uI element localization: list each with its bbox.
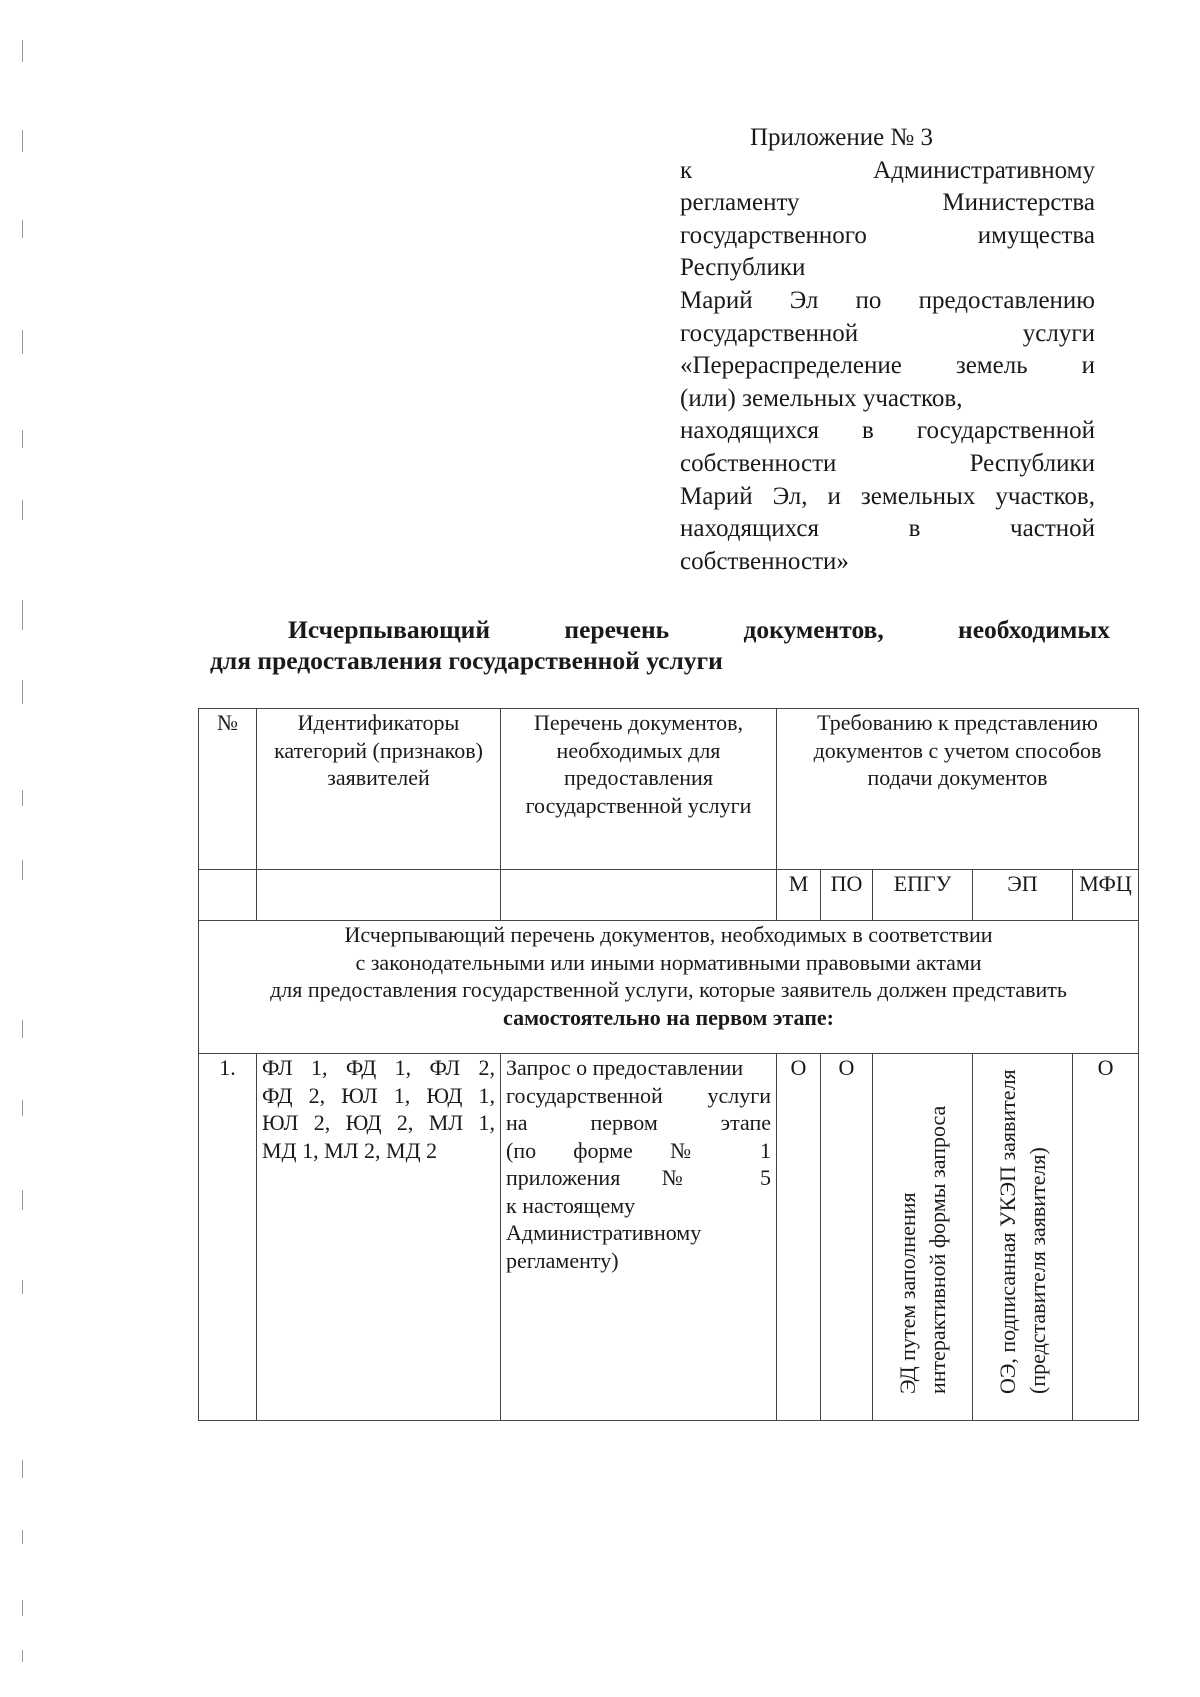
appendix-number: Приложение № 3 [750, 124, 934, 151]
header-requirements: Требованию к представлению документов с учетом способов подачи документов [777, 709, 1139, 870]
identifier-line: ФД 2, ЮЛ 1, ЮД 1, [262, 1082, 495, 1108]
section-line: для предоставления государственной услуги, которые заявитель должен представить [270, 977, 1067, 1002]
appendix-line: собственности» [680, 547, 849, 575]
row-num: 1. [199, 1054, 257, 1421]
row-ep [973, 1054, 1073, 1421]
appendix-line: государственного имущества [680, 221, 1095, 249]
document-line: к настоящему [506, 1192, 636, 1218]
section-title [199, 921, 1139, 1054]
appendix-line: регламенту Министерства [680, 189, 1095, 217]
row-identifiers [257, 1054, 501, 1421]
document-line: Административному [506, 1220, 702, 1245]
document-line: Запрос о предоставлении [506, 1055, 744, 1080]
identifier-line: ЮЛ 2, ЮД 2, МЛ 1, [262, 1110, 495, 1135]
table-subheader-row [199, 870, 1139, 921]
appendix-line: Марий Эл по предоставлению [680, 286, 1095, 314]
section-line-bold: самостоятельно на первом этапе: [503, 1004, 834, 1030]
subheader-ep: ЭП [973, 870, 1073, 921]
appendix-line: Республики [680, 254, 806, 282]
row-m: О [777, 1054, 821, 1421]
row-document [501, 1054, 777, 1421]
subheader-po: ПО [821, 870, 873, 921]
section-line: Исчерпывающий перечень документов, необходимых в соответствии [344, 922, 993, 947]
header-documents: Перечень документов, необходимых для предоставления государственной услуги [501, 709, 777, 870]
row-epgu [873, 1054, 973, 1421]
header-num: № [199, 709, 257, 870]
header-identifiers: Идентификаторы категорий (признаков) заявителей [257, 709, 501, 870]
section-row [199, 921, 1139, 1054]
subheader-empty [257, 870, 501, 921]
document-line: приложения № 5 [506, 1165, 771, 1190]
subheader-m: М [777, 870, 821, 921]
identifier-line: ФЛ 1, ФД 1, ФЛ 2, [262, 1055, 495, 1080]
document-line: регламенту) [506, 1247, 619, 1273]
heading-line-2: для предоставления государственной услуги [210, 646, 723, 675]
document-heading [210, 614, 1110, 676]
epgu-text: ЭД путем заполнения интерактивной формы запроса [894, 1105, 950, 1394]
identifier-line: МД 1, МЛ 2, МД 2 [262, 1137, 438, 1163]
table-row [199, 1054, 1139, 1421]
document-line: государственной услуги [506, 1082, 771, 1108]
appendix-line: «Перераспределение земель и [680, 352, 1095, 380]
document-line: (по форме № 1 [506, 1137, 771, 1163]
appendix-line: находящихся в частной [680, 515, 1095, 543]
subheader-empty [199, 870, 257, 921]
row-mfc: О [1073, 1054, 1139, 1421]
documents-table [198, 708, 1139, 1421]
heading-line-1: Исчерпывающий перечень документов, необходимых [288, 615, 1110, 644]
scan-margin-marks [22, 30, 26, 1670]
row-po: О [821, 1054, 873, 1421]
appendix-line: собственности Республики [680, 449, 1095, 477]
section-line: с законодательными или иными нормативными правовыми актами [355, 949, 982, 975]
appendix-line: находящихся в государственной [680, 417, 1095, 445]
appendix-line: Марий Эл, и земельных участков, [680, 482, 1095, 510]
appendix-line: к Административному [680, 156, 1095, 184]
subheader-empty [501, 870, 777, 921]
appendix-line: (или) земельных участков, [680, 384, 963, 412]
appendix-block [680, 122, 1095, 578]
subheader-mfc: МФЦ [1073, 870, 1139, 921]
table-header-row [199, 709, 1139, 870]
appendix-line: государственной услуги [680, 319, 1095, 347]
subheader-epgu: ЕПГУ [873, 870, 973, 921]
ep-text: ОЭ, подписанная УКЭП заявителя (представителя заявителя) [994, 1069, 1050, 1394]
document-line: на первом этапе [506, 1110, 771, 1135]
